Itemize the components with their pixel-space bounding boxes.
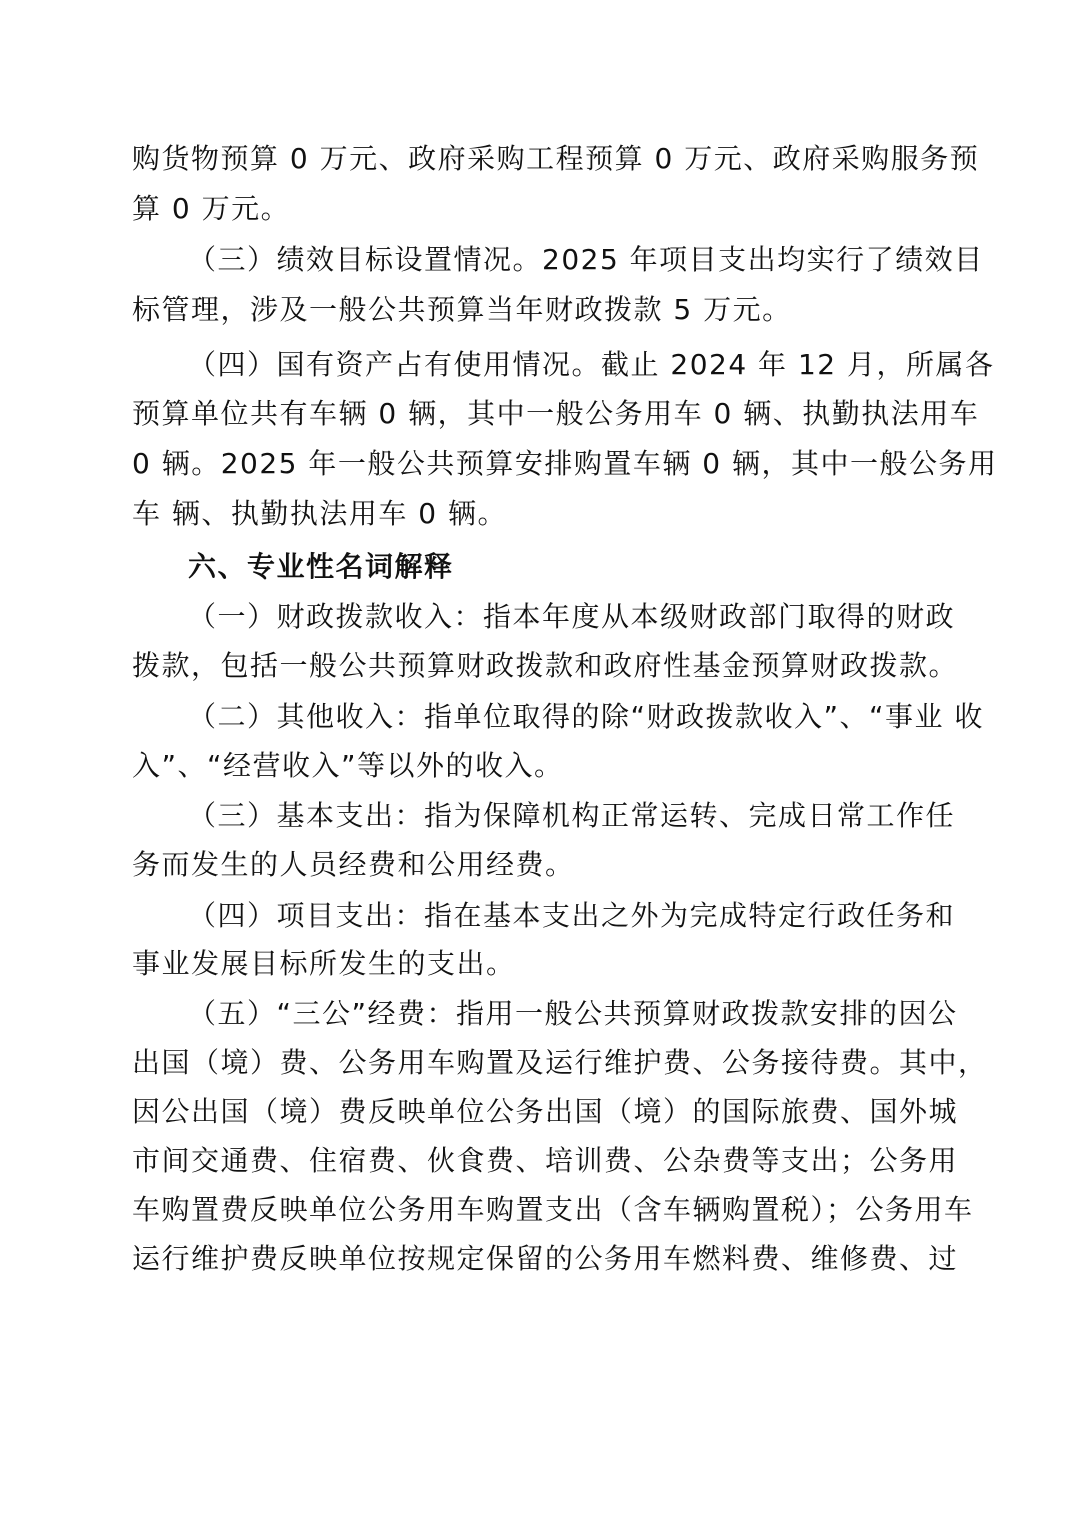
text-line: （五）“三公”经费：指用一般公共预算财政拨款安排的因公 — [188, 997, 958, 1030]
text-line: 车购置费反映单位公务用车购置支出（含车辆购置税）；公务用车 — [132, 1193, 974, 1226]
text-line: （三）绩效目标设置情况。2025 年项目支出均实行了绩效目 — [188, 243, 984, 276]
text-line: （四）项目支出：指在基本支出之外为完成特定行政任务和 — [188, 899, 956, 932]
text-line: 0 辆。2025 年一般公共预算安排购置车辆 0 辆，其中一般公务用 — [132, 447, 998, 480]
text-line: 拨款，包括一般公共预算财政拨款和政府性基金预算财政拨款。 — [132, 649, 959, 682]
text-line: 运行维护费反映单位按规定保留的公务用车燃料费、维修费、过 — [132, 1242, 959, 1275]
text-line: 因公出国（境）费反映单位公务出国（境）的国际旅费、国外城 — [132, 1095, 959, 1128]
text-line: （二）其他收入：指单位取得的除“财政拨款收入”、“事业 收 — [188, 700, 984, 733]
text-line: 市间交通费、住宿费、伙食费、培训费、公杂费等支出；公务用 — [132, 1144, 959, 1177]
text-line: 务而发生的人员经费和公用经费。 — [132, 848, 575, 881]
text-line: （四）国有资产占有使用情况。截止 2024 年 12 月，所属各 — [188, 348, 995, 381]
section-heading: 六、专业性名词解释 — [188, 550, 454, 583]
text-line: 算 0 万元。 — [132, 192, 291, 225]
text-line: （三）基本支出：指为保障机构正常运转、完成日常工作任 — [188, 799, 956, 832]
text-line: 标管理，涉及一般公共预算当年财政拨款 5 万元。 — [132, 293, 792, 326]
text-line: 事业发展目标所发生的支出。 — [132, 947, 516, 980]
text-line: 出国（境）费、公务用车购置及运行维护费、公务接待费。其中， — [132, 1046, 988, 1079]
text-line: 入”、“经营收入”等以外的收入。 — [132, 749, 564, 782]
text-line: （一）财政拨款收入：指本年度从本级财政部门取得的财政 — [188, 600, 956, 633]
text-line: 车 辆、执勤执法用车 0 辆。 — [132, 497, 508, 530]
text-line: 预算单位共有车辆 0 辆，其中一般公务用车 0 辆、执勤执法用车 — [132, 397, 980, 430]
text-line: 购货物预算 0 万元、政府采购工程预算 0 万元、政府采购服务预 — [132, 142, 980, 175]
